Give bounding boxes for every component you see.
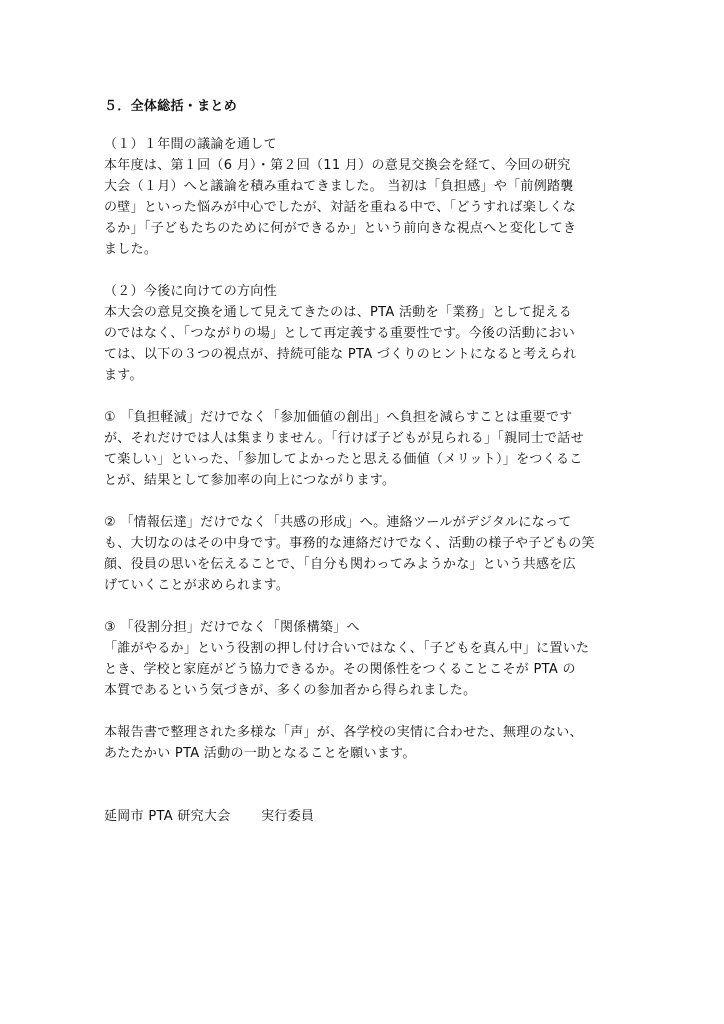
paragraph-line: ては、以下の３つの視点が、持続可能な PTA づくりのヒントになると考えられ [104, 347, 577, 362]
paragraph-line: ② 「情報伝達」だけでなく「共感の形成」へ。連絡ツールがデジタルになって [104, 515, 572, 530]
subsection-2 [104, 281, 630, 386]
paragraph-line: 本質であるという気づきが、多くの参加者から得られました。 [104, 683, 477, 698]
paragraph-line: あたたかい PTA 活動の一助となることを願います。 [104, 746, 416, 761]
signature-footer [104, 806, 630, 827]
spacer [104, 260, 630, 281]
spacer [104, 491, 630, 512]
paragraph-line: 本大会の意見交換を通して見えてきたのは、PTA 活動を「業務」として捉える [104, 305, 572, 320]
paragraph-line: ③ 「役割分担」だけでなく「関係構築」へ [104, 620, 360, 635]
paragraph-line: とき、学校と家庭がどう協力できるか。その関係性をつくることこそが PTA の [104, 662, 576, 677]
spacer [104, 764, 630, 785]
subsection-1 [104, 134, 630, 260]
paragraph-line: 大会（１月）へと議論を積み重ねてきました。 当初は「負担感」や「前例踏襲 [104, 179, 574, 194]
paragraph-line: げていくことが求められます。 [104, 578, 290, 593]
viewpoint-1 [104, 407, 630, 491]
subsection-2-heading: （２）今後に向けての方向性 [104, 284, 277, 299]
paragraph-line: ます。 [104, 368, 143, 383]
spacer [104, 785, 630, 806]
paragraph-line: ① 「負担軽減」だけでなく「参加価値の創出」へ負担を減らすことは重要です [104, 410, 573, 425]
paragraph-line: 本報告書で整理された多様な「声」が、各学校の実情に合わせた、無理のない、 [104, 725, 583, 740]
paragraph-line: ました。 [104, 242, 158, 257]
viewpoint-3 [104, 617, 630, 701]
viewpoint-2 [104, 512, 630, 596]
spacer [104, 701, 630, 722]
section-title: ５．全体総括・まとめ [104, 99, 238, 114]
paragraph-line: 「誰がやるか」という役割の押し付け合いではなく、「子どもを真ん中」に置いた [104, 641, 590, 656]
document-page [104, 96, 630, 827]
paragraph-line: て楽しい」といった、「参加してよかったと思える価値（メリット）」をつくるこ [104, 452, 583, 467]
spacer [104, 596, 630, 617]
closing-paragraph [104, 722, 630, 764]
paragraph-line: の壁」といった悩みが中心でしたが、対話を重ねる中で、「どうすれば楽しくな [104, 200, 577, 215]
spacer [104, 386, 630, 407]
paragraph-line: が、それだけでは人は集まりません。「行けば子どもが見られる」「親同士で話せ [104, 431, 584, 446]
paragraph-line: のではなく、「つながりの場」として再定義する重要性です。今後の活動におい [104, 326, 576, 341]
subsection-1-heading: （１）１年間の議論を通して [104, 137, 277, 152]
paragraph-line: 本年度は、第１回（6 月）・第２回（11 月）の意見交換会を経て、今回の研究 [104, 158, 571, 173]
organization-name: 延岡市 PTA 研究大会 [104, 809, 231, 824]
paragraph-line: も、大切なのはその中身です。事務的な連絡だけでなく、活動の様子や子どもの笑 [104, 536, 595, 551]
paragraph-line: るか」「子どもたちのために何ができるか」という前向きな視点へと変化してき [104, 221, 577, 236]
paragraph-line: 顔、役員の思いを伝えることで、「自分も関わってみようかな」という共感を広 [104, 557, 576, 572]
paragraph-line: とが、結果として参加率の向上につながります。 [104, 473, 396, 488]
committee-role: 実行委員 [260, 809, 315, 824]
